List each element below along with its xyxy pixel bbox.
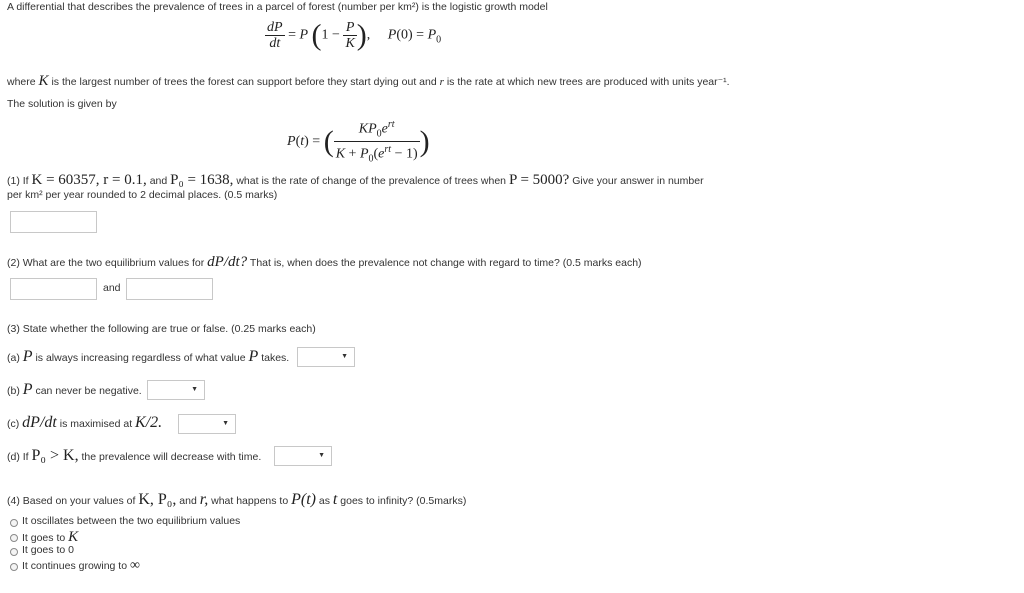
q4-option-4-label: It continues growing to ∞ — [22, 558, 140, 573]
q4-option-1-label: It oscillates between the two equilibrium values — [22, 515, 241, 527]
solution-intro: The solution is given by — [7, 98, 117, 110]
q4-option-3-label: It goes to 0 — [22, 544, 74, 556]
q3a-text: (a) P is always increasing regardless of what value P takes. — [7, 348, 290, 365]
q4-option-3-radio[interactable] — [10, 548, 18, 556]
logistic-equation: $\frac{dP}{dt}$ = P (1 − $\frac{P}{K}$ ), $P(0) = P_0$ — [267, 18, 442, 52]
solution-equation: P(t) = ( $\frac{KP_0e^{rt}}{K + P_0(e^{rt} - 1)}$ ) — [287, 119, 430, 165]
q4-option-2-label: It goes to K — [22, 529, 79, 545]
q3b-text: (b) P can never be negative. — [7, 381, 142, 398]
q3-heading: (3) State whether the following are true or false. (0.25 marks each) — [7, 323, 316, 335]
q4-option-2-radio[interactable] — [10, 534, 18, 542]
q4-option-4-radio[interactable] — [10, 563, 18, 571]
where-line: where K is the largest number of trees the forest can support before they start dying out and r is the rate at which new trees are produced with units year⁻¹. — [7, 73, 730, 89]
q1-text-line2: per km² per year rounded to 2 decimal places. (0.5 marks) — [7, 189, 278, 201]
dropdown-arrow-icon: ▼ — [341, 353, 348, 360]
q4-text: (4) Based on your values of K, P₀, and r, what happens to P(t) as t goes to infinity? (0.5marks) — [7, 491, 467, 508]
q2-and-label: and — [103, 282, 121, 294]
q3d-text: (d) If P₀ > K, the prevalence will decrease with time. — [7, 447, 262, 464]
q3c-text: (c) dP/dt is maximised at K/2. — [7, 414, 163, 431]
q1-text: (1) If K = 60357, r = 0.1, and P₀ = 1638, what is the rate of change of the prevalence of trees when P = 5000? Give your answer in number — [7, 172, 704, 188]
q4-option-1-radio[interactable] — [10, 519, 18, 527]
q3c-select[interactable] — [178, 414, 236, 434]
dropdown-arrow-icon: ▼ — [318, 452, 325, 459]
dropdown-arrow-icon: ▼ — [222, 420, 229, 427]
intro-text: A differential that describes the prevalence of trees in a parcel of forest (number per km²) is the logistic growth model — [7, 1, 548, 13]
q2-answer-input-1[interactable] — [10, 278, 97, 300]
dropdown-arrow-icon: ▼ — [191, 386, 198, 393]
q3a-select[interactable] — [297, 347, 355, 367]
q3d-select[interactable] — [274, 446, 332, 466]
q2-answer-input-2[interactable] — [126, 278, 213, 300]
q3b-select[interactable] — [147, 380, 205, 400]
q2-text: (2) What are the two equilibrium values for dP/dt? That is, when does the prevalence not change with regard to time? (0.5 marks each) — [7, 254, 642, 270]
q1-answer-input[interactable] — [10, 211, 97, 233]
